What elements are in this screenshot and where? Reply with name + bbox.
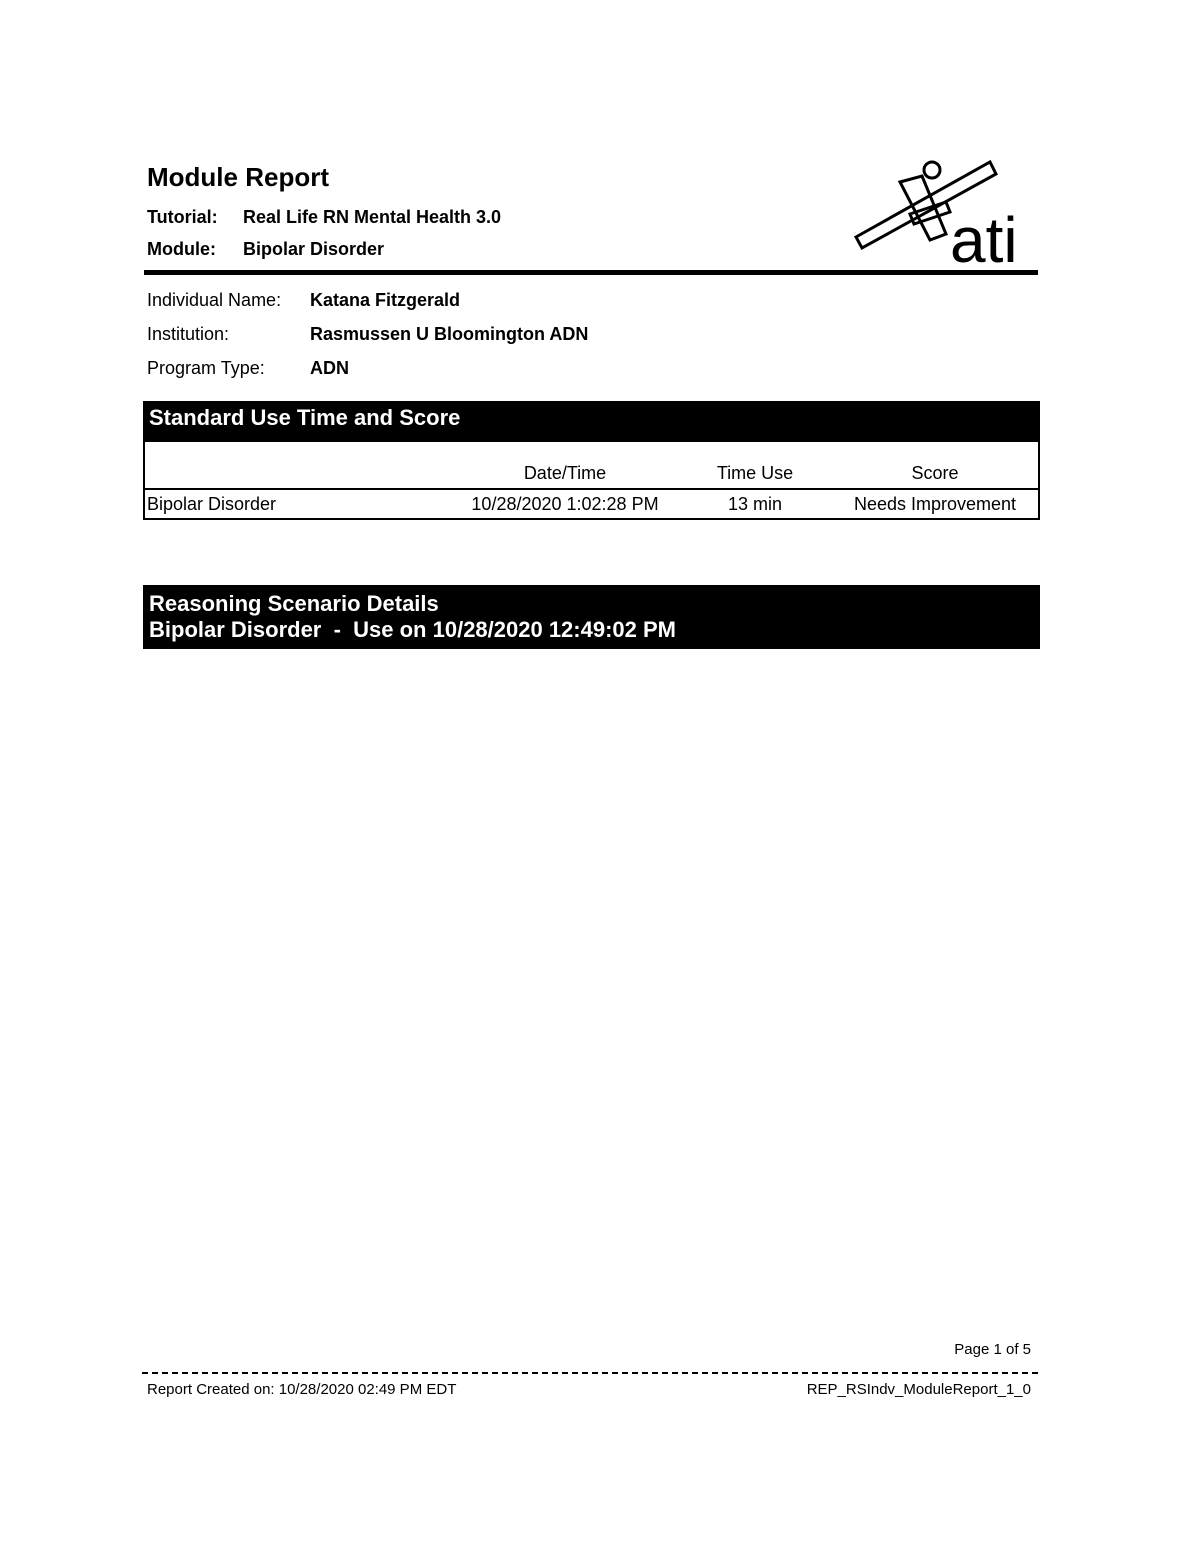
- institution-row: [147, 323, 588, 345]
- program-type-label: Program Type:: [147, 358, 265, 378]
- reasoning-subtitle: Bipolar Disorder - Use on 10/28/2020 12:49:02 PM: [149, 617, 677, 642]
- footer-rule: [142, 1372, 1038, 1374]
- standard-use-table: [143, 442, 1040, 520]
- logo-text: ati: [950, 204, 1018, 267]
- reasoning-title: Reasoning Scenario Details: [149, 591, 439, 616]
- program-type-row: [147, 357, 349, 379]
- program-type-value: ADN: [310, 358, 349, 378]
- row-date: 10/28/2020 1:02:28 PM: [471, 494, 659, 514]
- tutorial-value: Real Life RN Mental Health 3.0: [243, 207, 502, 227]
- column-header-time: Time Use: [716, 463, 794, 483]
- module-label: Module:: [147, 239, 216, 259]
- institution-label: Institution:: [147, 324, 230, 344]
- institution-value: Rasmussen U Bloomington ADN: [310, 324, 589, 344]
- module-value: Bipolar Disorder: [243, 239, 385, 259]
- table-header-row: [145, 442, 1038, 490]
- page-number: Page 1 of 5: [954, 1341, 1031, 1358]
- column-header-date: Date/Time: [523, 463, 607, 483]
- individual-name-row: [147, 289, 460, 311]
- report-id: REP_RSIndv_ModuleReport_1_0: [806, 1381, 1031, 1398]
- individual-name-value: Katana Fitzgerald: [310, 290, 461, 310]
- page-title: Module Report: [147, 162, 329, 192]
- row-name: Bipolar Disorder: [147, 494, 277, 514]
- logo-head: [924, 162, 940, 178]
- report-created: Report Created on: 10/28/2020 02:49 PM EDT: [147, 1381, 457, 1398]
- logo-arm: [910, 202, 950, 224]
- table-row: [145, 490, 1038, 520]
- row-time: 13 min: [727, 494, 783, 514]
- header-rule: [144, 270, 1038, 275]
- tutorial-label: Tutorial:: [147, 207, 218, 227]
- row-score: Needs Improvement: [853, 494, 1017, 514]
- tutorial-line: [147, 206, 501, 228]
- module-line: [147, 238, 384, 260]
- column-header-score: Score: [911, 463, 959, 483]
- standard-use-header: Standard Use Time and Score: [143, 401, 1040, 442]
- ati-logo: [850, 152, 1040, 267]
- reasoning-header: [143, 585, 1040, 649]
- individual-name-label: Individual Name:: [147, 290, 282, 310]
